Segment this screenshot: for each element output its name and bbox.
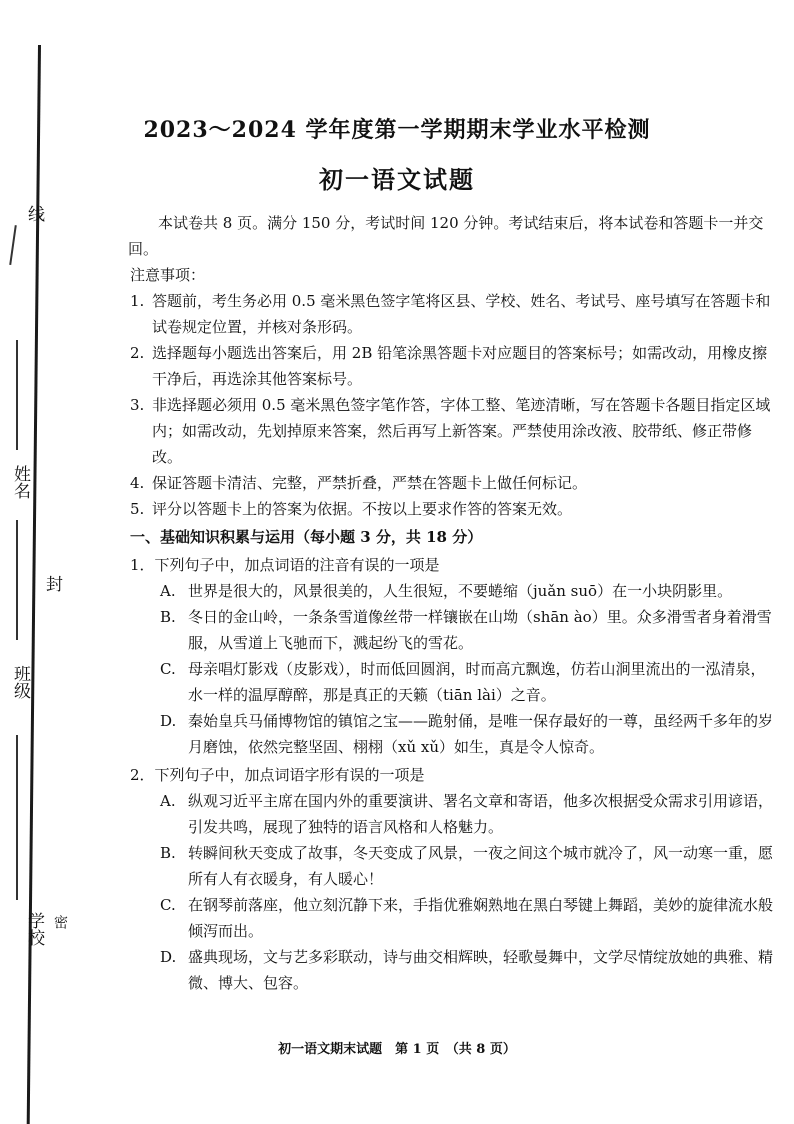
- intro-paragraph: 本试卷共 8 页。满分 150 分，考试时间 120 分钟。考试结束后，将本试卷和答题卡一并交回。: [128, 214, 764, 258]
- note-number: 3.: [130, 396, 145, 414]
- blank-line-class: [16, 520, 18, 640]
- option-text: 秦始皇兵马俑博物馆的镇馆之宝——跪射俑，是唯一保存最好的一尊，虽经两千多年的岁月磨蚀，依然完整坚固、栩栩（xǔ xǔ）如生，真是令人惊奇。: [188, 712, 774, 756]
- question-1-stem: 1．下列句子中，加点词语的注音有误的一项是: [130, 556, 440, 574]
- q2-option-d: [160, 944, 780, 996]
- option-letter: B.: [160, 844, 176, 862]
- margin-xian: 线: [24, 205, 44, 222]
- q1-option-b: [160, 604, 780, 656]
- margin-name-label: 姓名: [10, 465, 30, 499]
- q1-option-c: [160, 656, 780, 708]
- option-letter: D.: [160, 712, 177, 730]
- note-number: 1.: [130, 292, 145, 310]
- q2-option-b: [160, 840, 780, 892]
- option-text: 冬日的金山岭，一条条雪道像丝带一样镶嵌在山坳（shān ào）里。众多滑雪者身着滑雪服，从雪道上飞驰而下，溅起纷飞的雪花。: [188, 608, 772, 652]
- note-text: 答题前，考生务必用 0.5 毫米黑色签字笔将区县、学校、姓名、考试号、座号填写在答题卡和试卷规定位置，并核对条形码。: [152, 292, 771, 336]
- question-2-stem: 2．下列句子中，加点词语字形有误的一项是: [130, 766, 425, 784]
- q2-option-a: [160, 788, 780, 840]
- option-text: 转瞬间秋天变成了故事，冬天变成了风景，一夜之间这个城市就冷了，风一动寒一重，愿所有人有衣暖身，有人暖心！: [188, 844, 774, 888]
- note-item: [130, 496, 780, 522]
- note-number: 5.: [130, 500, 145, 518]
- note-number: 2.: [130, 344, 145, 362]
- exam-subtitle: 初一语文试题: [319, 165, 475, 194]
- note-item: [130, 392, 780, 470]
- blank-line-school: [16, 735, 18, 900]
- option-letter: C.: [160, 660, 176, 678]
- option-letter: D.: [160, 948, 177, 966]
- margin-mi: 密: [52, 915, 68, 929]
- note-text: 非选择题必须用 0.5 毫米黑色签字笔作答，字体工整、笔迹清晰，写在答题卡各题目指定区域内；如需改动，先划掉原来答案，然后再写上新答案。严禁使用涂改液、胶带纸、修正带修改。: [152, 396, 771, 466]
- option-letter: A.: [160, 792, 176, 810]
- option-text: 盛典现场，文与艺多彩联动，诗与曲交相辉映，轻歌曼舞中，文学尽情绽放她的典雅、精微、博大、包容。: [188, 948, 774, 992]
- page-footer: 初一语文期末试题 第 1 页 （共 8 页）: [278, 1042, 516, 1057]
- note-text: 评分以答题卡上的答案为依据。不按以上要求作答的答案无效。: [152, 500, 573, 518]
- note-item: [130, 470, 780, 496]
- q1-option-a: [160, 578, 780, 604]
- option-text: 母亲唱灯影戏（皮影戏），时而低回圆润，时而高亢飘逸，仿若山涧里流出的一泓清泉，水一样的温厚醇醉，那是真正的天籁（tiān lài）之音。: [188, 660, 766, 704]
- note-item: [130, 288, 780, 340]
- section-heading: 一、基础知识积累与运用（每小题 3 分，共 18 分）: [130, 528, 483, 546]
- option-text: 纵观习近平主席在国内外的重要演讲、署名文章和寄语，他多次根据受众需求引用谚语，引发共鸣，展现了独特的语言风格和人格魅力。: [188, 792, 774, 836]
- blank-line-top: [9, 225, 16, 265]
- option-letter: B.: [160, 608, 176, 626]
- option-letter: C.: [160, 896, 176, 914]
- blank-line-name: [16, 340, 18, 450]
- exam-title: 2023～2024 学年度第一学期期末学业水平检测: [143, 117, 651, 143]
- note-number: 4.: [130, 474, 145, 492]
- q2-option-c: [160, 892, 780, 944]
- margin-class-label: 班级: [10, 665, 30, 699]
- note-text: 保证答题卡清洁、完整，严禁折叠，严禁在答题卡上做任何标记。: [152, 474, 588, 492]
- option-letter: A.: [160, 582, 176, 600]
- margin-school-label: 学校: [24, 912, 44, 946]
- q1-option-d: [160, 708, 780, 760]
- margin-feng: 封: [42, 575, 62, 592]
- notes-heading: 注意事项：: [130, 266, 206, 284]
- option-text: 在钢琴前落座，他立刻沉静下来，手指优雅娴熟地在黑白琴键上舞蹈，美妙的旋律流水般倾泻而出。: [188, 896, 774, 940]
- note-text: 选择题每小题选出答案后，用 2B 铅笔涂黑答题卡对应题目的答案标号；如需改动，用橡皮擦干净后，再选涂其他答案标号。: [152, 344, 768, 388]
- option-text: 世界是很大的，风景很美的，人生很短，不要蜷缩（juǎn suō）在一小块阴影里。: [188, 582, 733, 600]
- exam-content: [130, 210, 780, 996]
- note-item: [130, 340, 780, 392]
